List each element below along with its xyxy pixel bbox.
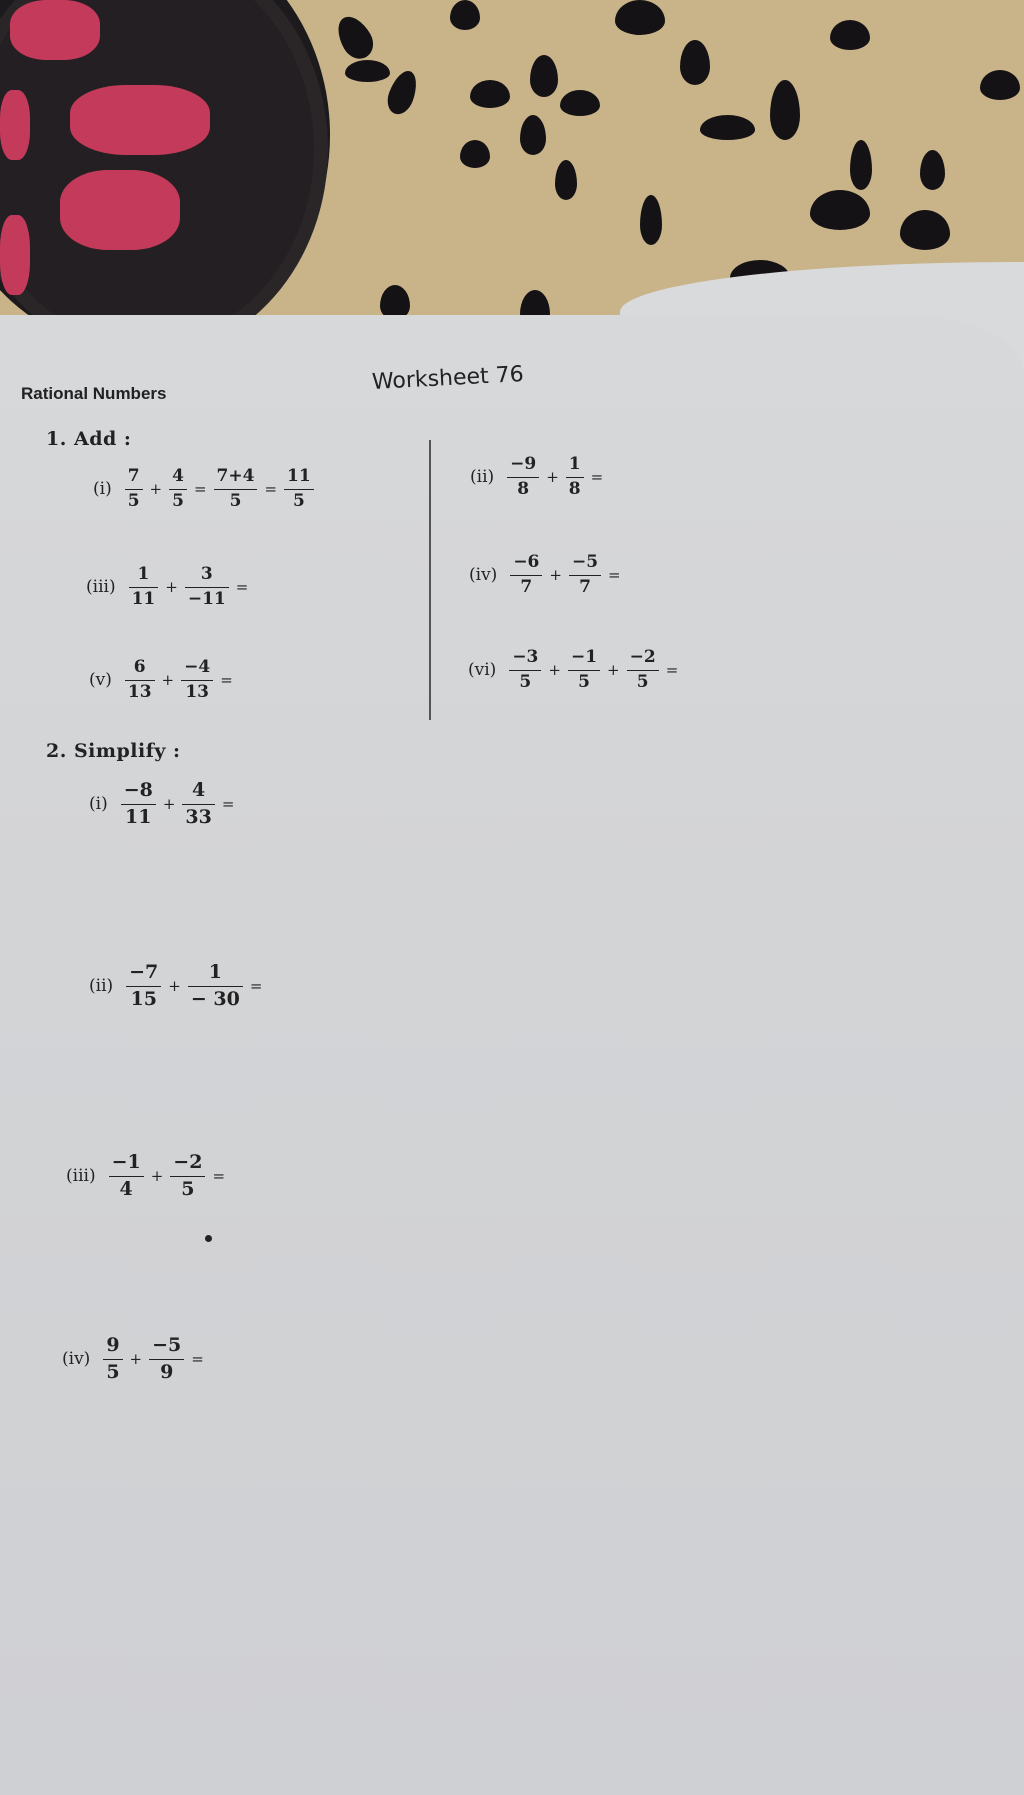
fraction (569, 553, 601, 597)
numerator: −3 (512, 647, 539, 667)
column-divider (429, 440, 431, 720)
numerator: 9 (106, 1334, 120, 1356)
denominator: 8 (507, 477, 539, 500)
equals-sign: = (249, 977, 263, 996)
plus-sign: + (165, 578, 178, 597)
problem-label: (v) (89, 670, 112, 691)
plus-sign: + (150, 1167, 164, 1186)
problem-label: (iv) (62, 1349, 91, 1370)
fraction (188, 962, 243, 1011)
fraction (109, 1152, 144, 1201)
denominator: − 30 (188, 986, 243, 1011)
numerator: 1 (568, 454, 581, 474)
denominator: 11 (129, 587, 159, 610)
fraction (121, 780, 156, 829)
equals-sign: = (665, 661, 679, 680)
plus-sign: + (161, 671, 175, 690)
denominator: 5 (103, 1359, 122, 1384)
denominator: 5 (170, 1176, 205, 1201)
fraction (170, 1152, 205, 1201)
problem-1-3 (86, 565, 248, 609)
problem-2-3 (66, 1152, 225, 1201)
fraction (507, 455, 539, 499)
numerator: −8 (123, 779, 153, 801)
numerator: −2 (629, 647, 656, 667)
worksheet-number: Worksheet 76 (371, 362, 525, 395)
fraction (129, 565, 159, 609)
plus-sign: + (168, 977, 181, 996)
numerator: −6 (513, 552, 540, 572)
problem-2-1 (89, 780, 234, 829)
problem-label: (ii) (470, 467, 495, 488)
numerator: −1 (570, 647, 598, 667)
section-heading-add: 1. Add : (46, 428, 132, 450)
pen-mark (205, 1235, 212, 1242)
fraction (185, 565, 229, 609)
problem-1-6 (468, 648, 678, 692)
subject-title: Rational Numbers (21, 384, 167, 403)
equals-sign: = (193, 480, 207, 499)
denominator: 5 (627, 670, 659, 693)
fraction (284, 467, 314, 511)
numerator: 1 (208, 961, 222, 983)
problem-1-4 (469, 553, 621, 597)
problem-2-2 (89, 962, 262, 1011)
numerator: −5 (152, 1334, 182, 1356)
fraction (510, 553, 542, 597)
fraction (182, 780, 214, 829)
fraction (568, 648, 600, 692)
problem-label: (ii) (89, 976, 114, 997)
plus-sign: + (129, 1350, 143, 1369)
numerator: −2 (173, 1151, 203, 1173)
numerator: 11 (287, 466, 311, 486)
problem-label: (iii) (86, 577, 116, 598)
equals-sign: = (212, 1167, 226, 1186)
fraction (181, 658, 213, 702)
equals-sign: = (608, 566, 621, 585)
problem-label: (i) (89, 794, 108, 815)
numerator: 7+4 (216, 466, 255, 486)
problem-2-4 (62, 1335, 204, 1384)
equals-sign: = (191, 1350, 204, 1369)
denominator: 5 (509, 670, 541, 693)
equals-sign: = (590, 468, 604, 487)
numerator: 4 (192, 779, 206, 801)
problem-label: (iii) (66, 1166, 96, 1187)
numerator: −5 (571, 552, 599, 572)
fraction (125, 467, 143, 511)
equals-sign: = (264, 480, 278, 499)
numerator: −9 (510, 454, 537, 474)
numerator: −1 (111, 1151, 141, 1173)
numerator: −7 (129, 961, 159, 983)
fraction (126, 962, 161, 1011)
plus-sign: + (162, 795, 176, 814)
equals-sign: = (220, 671, 233, 690)
plus-sign: + (149, 480, 163, 499)
denominator: 5 (284, 489, 314, 512)
fraction (169, 467, 187, 511)
equals-sign: = (235, 578, 249, 597)
fraction (566, 455, 584, 499)
problem-label: (i) (93, 479, 112, 500)
plus-sign: + (549, 566, 562, 585)
equals-sign: = (221, 795, 235, 814)
denominator: 9 (149, 1359, 184, 1384)
problem-1-2 (470, 455, 603, 499)
denominator: 13 (181, 680, 213, 703)
plus-sign: + (548, 661, 561, 680)
problem-label: (vi) (468, 660, 497, 681)
denominator: 5 (214, 489, 258, 512)
section-heading-simplify: 2. Simplify : (46, 740, 181, 762)
denominator: 8 (566, 477, 584, 500)
numerator: 4 (172, 466, 184, 486)
numerator: 3 (200, 564, 213, 584)
fraction (149, 1335, 184, 1384)
denominator: 33 (182, 804, 214, 829)
problem-1-1 (93, 467, 314, 511)
denominator: 7 (569, 575, 601, 598)
denominator: 5 (125, 489, 143, 512)
problem-label: (iv) (469, 565, 498, 586)
denominator: −11 (185, 587, 229, 610)
fraction (509, 648, 541, 692)
denominator: 4 (109, 1176, 144, 1201)
denominator: 5 (169, 489, 187, 512)
fraction (627, 648, 659, 692)
fraction (103, 1335, 122, 1384)
denominator: 7 (510, 575, 542, 598)
denominator: 11 (121, 804, 156, 829)
denominator: 5 (568, 670, 600, 693)
plus-sign: + (546, 468, 559, 487)
fraction (125, 658, 155, 702)
plus-sign: + (607, 661, 620, 680)
numerator: −4 (184, 657, 211, 677)
denominator: 15 (126, 986, 161, 1011)
worksheet-paper (0, 315, 1024, 1795)
numerator: 6 (133, 657, 146, 677)
numerator: 1 (137, 564, 150, 584)
problem-1-5 (89, 658, 233, 702)
denominator: 13 (125, 680, 155, 703)
numerator: 7 (127, 466, 140, 486)
fraction (214, 467, 258, 511)
